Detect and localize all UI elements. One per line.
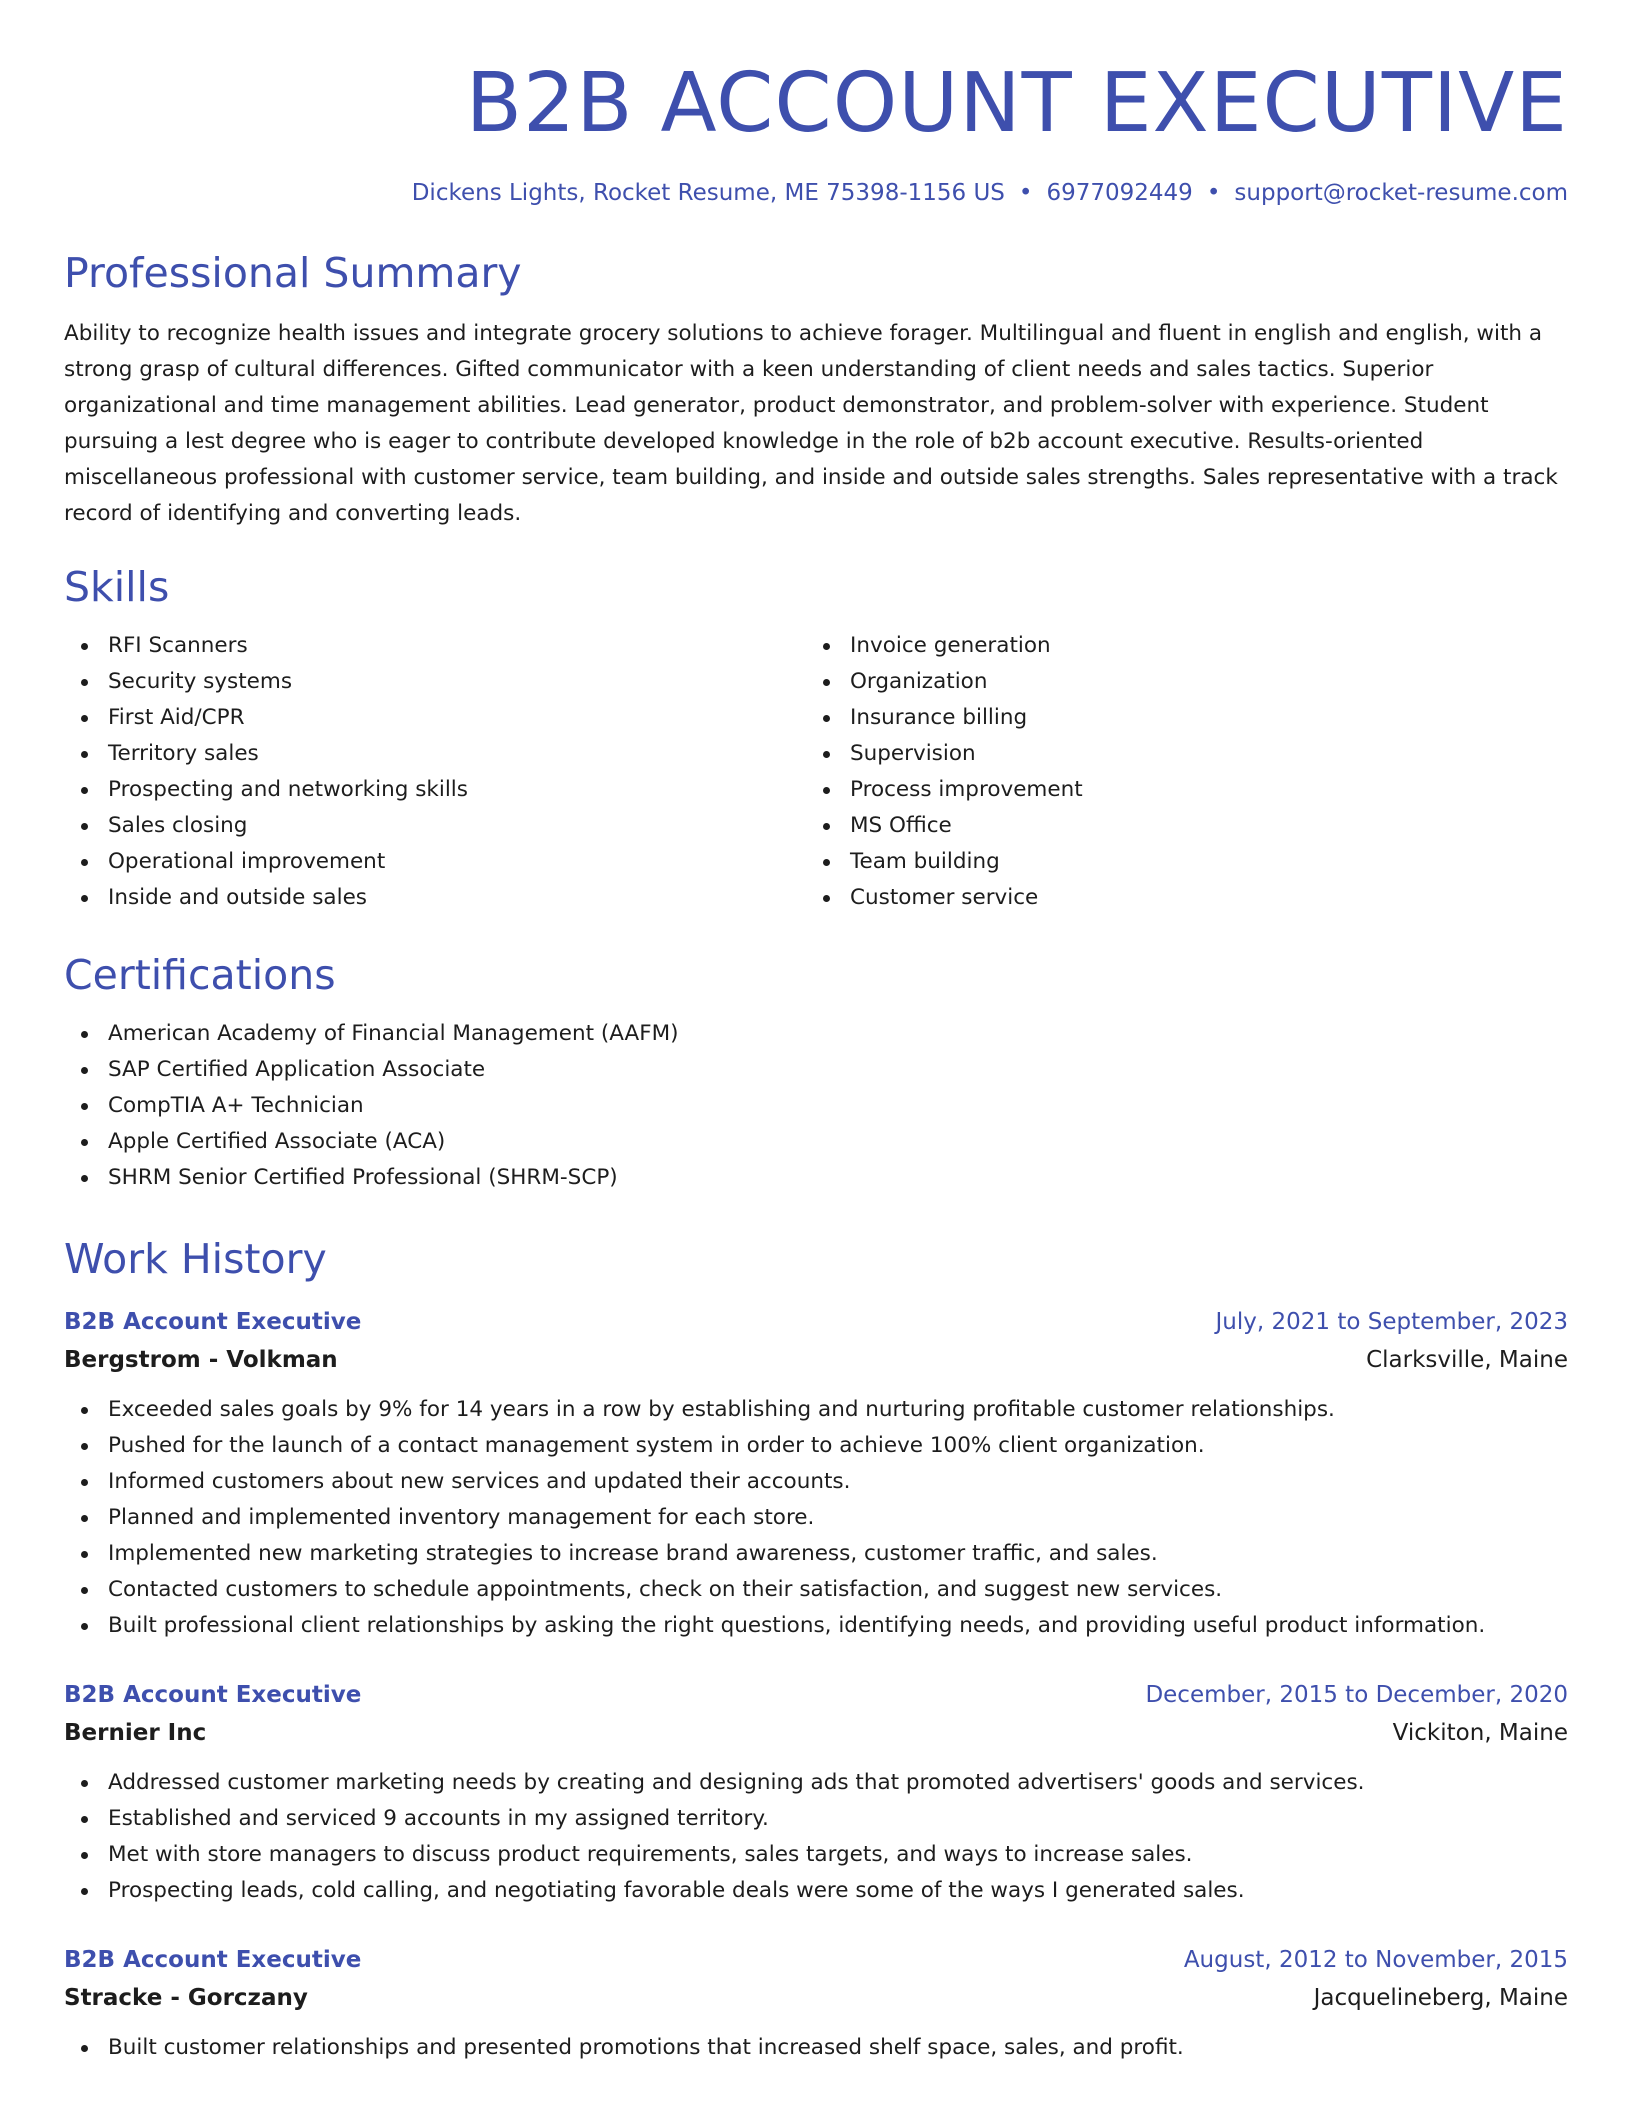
job-bullet-list bbox=[64, 1765, 1568, 1909]
job-bullet: Established and serviced 9 accounts in my assigned territory. bbox=[64, 1801, 1568, 1837]
job-bullet: Met with store managers to discuss product requirements, sales targets, and ways to increase sales. bbox=[64, 1837, 1568, 1873]
job-bullet: Built professional client relationships by asking the right questions, identifying needs, and providing useful product information. bbox=[64, 1608, 1568, 1644]
job-dates: July, 2021 to September, 2023 bbox=[1215, 1309, 1568, 1335]
job-location: Vickiton, Maine bbox=[1392, 1720, 1568, 1746]
job-bullet: Informed customers about new services and updated their accounts. bbox=[64, 1464, 1568, 1500]
skill-item: Sales closing bbox=[64, 808, 806, 844]
job-bullet: Contacted customers to schedule appointments, check on their satisfaction, and suggest new services. bbox=[64, 1572, 1568, 1608]
job-bullet-list bbox=[64, 1392, 1568, 1644]
certification-item: American Academy of Financial Management (AAFM) bbox=[64, 1016, 1568, 1052]
skill-item: Security systems bbox=[64, 664, 806, 700]
certifications-list bbox=[64, 1016, 1568, 1196]
job-location: Clarksville, Maine bbox=[1366, 1347, 1568, 1373]
summary-text: Ability to recognize health issues and integrate grocery solutions to achieve forager. Multilingual and fluent in english and english, with a strong grasp of cultural differences. Gifted communicator with a keen understanding of client needs and sales tactics. Superior organizational and time management abilities. Lead generator, product demonstrator, and problem-solver with experience. Student pursuing a lest degree who is eager to contribute developed knowledge in the role of b2b account executive. Results-oriented miscellaneous professional with customer service, team building, and inside and outside sales strengths. Sales representative with a track record of identifying and converting leads. bbox=[64, 321, 1558, 526]
job-bullet-list bbox=[64, 2030, 1568, 2066]
summary-heading: Professional Summary bbox=[64, 249, 522, 297]
contact-address: Dickens Lights, Rocket Resume, ME 75398-1156 US bbox=[411, 180, 1005, 206]
job-entry bbox=[64, 1941, 1568, 2066]
job-bullet: Implemented new marketing strategies to increase brand awareness, customer traffic, and sales. bbox=[64, 1536, 1568, 1572]
skill-item: Invoice generation bbox=[806, 628, 1548, 664]
skill-item: RFI Scanners bbox=[64, 628, 806, 664]
job-company: Stracke - Gorczany bbox=[64, 1985, 308, 2011]
skill-item: Operational improvement bbox=[64, 844, 806, 880]
skills-column-right bbox=[806, 628, 1548, 916]
skill-item: Territory sales bbox=[64, 736, 806, 772]
job-bullet: Pushed for the launch of a contact management system in order to achieve 100% client organization. bbox=[64, 1428, 1568, 1464]
job-subheader bbox=[64, 1979, 1568, 2017]
certification-item: Apple Certified Associate (ACA) bbox=[64, 1124, 1568, 1160]
contact-email: support@rocket-resume.com bbox=[1234, 180, 1568, 206]
certification-item: SHRM Senior Certified Professional (SHRM-SCP) bbox=[64, 1160, 1568, 1196]
job-location: Jacquelineberg, Maine bbox=[1313, 1985, 1568, 2011]
skills-column-left bbox=[64, 628, 806, 916]
job-title: B2B Account Executive bbox=[64, 1947, 362, 1973]
contact-separator: • bbox=[1206, 180, 1221, 206]
resume-page bbox=[64, 0, 1568, 2066]
skill-item: Process improvement bbox=[806, 772, 1548, 808]
job-bullet: Addressed customer marketing needs by creating and designing ads that promoted advertisers' goods and services. bbox=[64, 1765, 1568, 1801]
job-bullet: Planned and implemented inventory management for each store. bbox=[64, 1500, 1568, 1536]
skill-item: Supervision bbox=[806, 736, 1548, 772]
skill-item: Insurance billing bbox=[806, 700, 1548, 736]
skill-item: Inside and outside sales bbox=[64, 880, 806, 916]
skill-item: Team building bbox=[806, 844, 1548, 880]
resume-title: B2B ACCOUNT EXECUTIVE bbox=[465, 56, 1568, 151]
contact-separator: • bbox=[1018, 180, 1033, 206]
job-header bbox=[64, 1941, 1568, 1979]
job-company: Bergstrom - Volkman bbox=[64, 1347, 338, 1373]
job-entry bbox=[64, 1303, 1568, 1644]
skill-item: Organization bbox=[806, 664, 1548, 700]
skill-item: MS Office bbox=[806, 808, 1548, 844]
job-company: Bernier Inc bbox=[64, 1720, 207, 1746]
job-dates: December, 2015 to December, 2020 bbox=[1145, 1682, 1568, 1708]
skills-heading: Skills bbox=[64, 563, 170, 611]
skill-item: First Aid/CPR bbox=[64, 700, 806, 736]
job-bullet: Exceeded sales goals by 9% for 14 years in a row by establishing and nurturing profitable customer relationships. bbox=[64, 1392, 1568, 1428]
job-subheader bbox=[64, 1341, 1568, 1379]
certification-item: CompTIA A+ Technician bbox=[64, 1088, 1568, 1124]
job-bullet: Built customer relationships and presented promotions that increased shelf space, sales, and profit. bbox=[64, 2030, 1568, 2066]
work-history-heading: Work History bbox=[64, 1235, 327, 1283]
contact-phone: 6977092449 bbox=[1046, 180, 1193, 206]
job-dates: August, 2012 to November, 2015 bbox=[1183, 1947, 1568, 1973]
job-title: B2B Account Executive bbox=[64, 1309, 362, 1335]
skill-item: Customer service bbox=[806, 880, 1548, 916]
job-entry bbox=[64, 1676, 1568, 1909]
job-header bbox=[64, 1676, 1568, 1714]
certifications-heading: Certifications bbox=[64, 951, 336, 999]
job-title: B2B Account Executive bbox=[64, 1682, 362, 1708]
contact-line bbox=[64, 178, 1568, 208]
job-subheader bbox=[64, 1714, 1568, 1752]
certification-item: SAP Certified Application Associate bbox=[64, 1052, 1568, 1088]
job-header bbox=[64, 1303, 1568, 1341]
skill-item: Prospecting and networking skills bbox=[64, 772, 806, 808]
job-bullet: Prospecting leads, cold calling, and negotiating favorable deals were some of the ways I generated sales. bbox=[64, 1873, 1568, 1909]
skills-list bbox=[64, 628, 1568, 916]
